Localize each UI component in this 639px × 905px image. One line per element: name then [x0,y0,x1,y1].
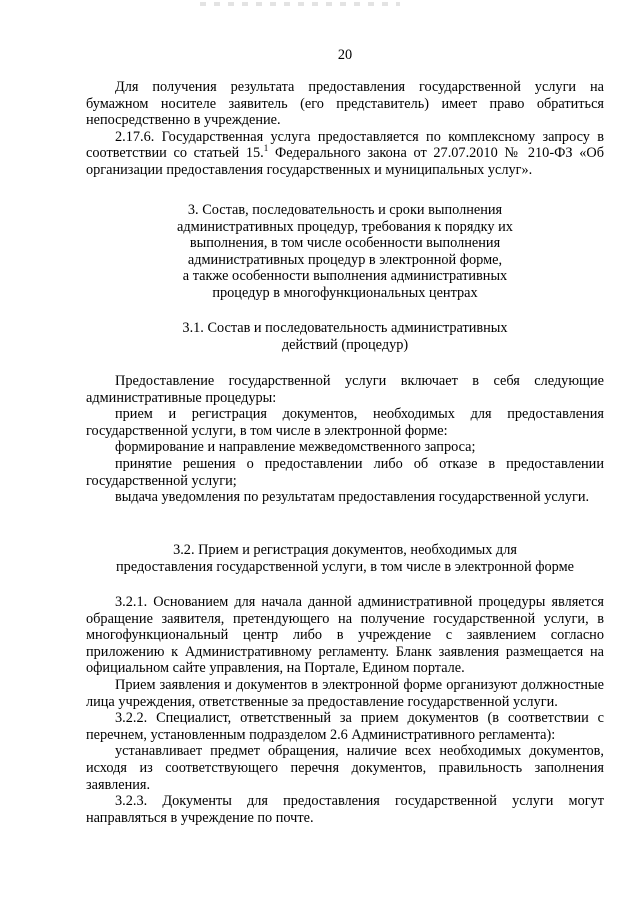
procedure-item: формирование и направление межведомственного запроса; [115,439,476,456]
paragraph-2-17-6-rest: Федерального закона от 27.07.2010 № 210-ФЗ «Об организации предоставления государственных и муниципальных услуг». [86,145,604,178]
paragraph-3-2-1: 3.2.1. Основанием для начала данной административной процедуры является обращение заявителя, претендующего на получение государственной услуги, в многофункциональный центр либо в учреждение с заявлением согласно приложению к Административному регламенту. Бланк заявления размещается на официальном сайте управления, на Портале, Едином портале. [86,594,604,677]
scan-artifact [200,2,400,6]
section-3-1-heading-line: 3.1. Состав и последовательность административных [182,320,508,336]
section-3-1-heading-line: действий (процедур) [281,336,409,353]
procedure-item: принятие решения о предоставлении либо об отказе в предоставлении государственной услуги; [86,455,604,489]
section-3-heading-line: выполнения, в том числе особенности выполнения [189,235,501,252]
paragraph-3-2-3: 3.2.3. Документы для предоставления государственной услуги могут направляться в учреждение по почте. [86,793,604,826]
section-3-2-heading-line: 3.2. Прием и регистрация документов, необходимых для [173,542,517,558]
paragraph-specialist-duties: устанавливает предмет обращения, наличие всех необходимых документов, исходя из соответствующего перечня документов, правильность заполнения заявления. [86,743,604,793]
section-3-heading-line: административных процедур в электронной форме, [187,251,503,268]
paragraph-paper-result: Для получения результата предоставления государственной услуги на бумажном носителе заявитель (его представитель) имеет право обратиться непосредственно в учреждение. [86,79,604,129]
paragraph-electronic-intake: Прием заявления и документов в электронной форме организуют должностные лица учреждения, ответственные за предоставление государственной услуги. [86,676,604,710]
page-number: 20 [337,47,353,63]
paragraph-2-17-6 [86,129,604,179]
procedure-item: прием и регистрация документов, необходимых для предоставления государственной услуги, в том числе в электронной форме: [86,406,604,439]
section-3-heading-line: а также особенности выполнения административных [182,268,508,285]
procedure-item: выдача уведомления по результатам предоставления государственной услуги. [115,489,590,506]
section-3-heading-line: 3. Состав, последовательность и сроки выполнения [187,202,503,218]
section-3-heading [86,202,604,302]
section-3-heading-line: административных процедур, требования к порядку их [177,218,513,235]
paragraph-3-2-2: 3.2.2. Специалист, ответственный за прием документов (в соответствии с перечнем, установленным подразделом 2.6 Административного регламента): [86,710,604,743]
section-3-1-heading [86,320,604,353]
section-3-heading-line: процедур в многофункциональных центрах [212,284,478,301]
section-3-2-body [86,594,604,826]
paragraph-2-17-6-main: 2.17.6. Государственная услуга предоставляется по комплексному запросу в соответствии со статьей 15. [86,128,604,162]
section-3-2-heading-line: предоставления государственной услуги, в том числе в электронной форме [116,558,574,575]
procedures-intro: Предоставление государственной услуги включает в себя следующие административные процедуры: [86,373,604,406]
footnote-ref: 1 [263,143,269,154]
section-3-1-body [86,373,604,506]
section-3-2-heading [86,542,604,575]
intro-paragraphs [86,79,604,179]
